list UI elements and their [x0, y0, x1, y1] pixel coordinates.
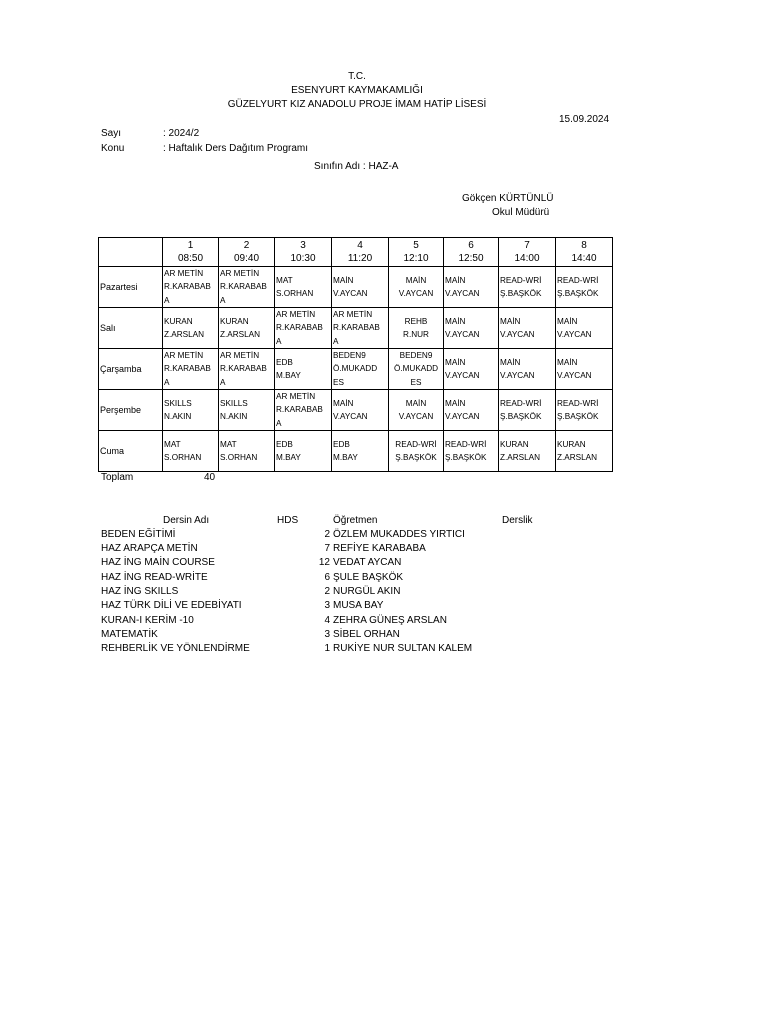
- lesson-teacher: N.AKIN: [220, 412, 248, 421]
- period-header: [499, 238, 556, 267]
- summary-course: BEDEN EĞİTİMİ: [101, 529, 176, 540]
- lesson-name: EDB: [276, 357, 293, 367]
- lesson-cell: [499, 349, 556, 390]
- period-header: [163, 238, 219, 267]
- period-time: 08:50: [177, 253, 204, 264]
- lesson-teacher: V.AYCAN: [445, 330, 480, 339]
- lesson-cell: [163, 431, 219, 472]
- lesson-teacher: V.AYCAN: [445, 289, 480, 298]
- lesson-teacher: V.AYCAN: [557, 330, 592, 339]
- lesson-cell: [219, 349, 275, 390]
- document-date: 15.09.2024: [559, 114, 610, 125]
- period-number: 8: [581, 240, 587, 251]
- period-header-row: [99, 238, 613, 267]
- lesson-teacher: Z.ARSLAN: [500, 453, 541, 462]
- lesson-teacher: Ş.BAŞKÖK: [395, 453, 437, 462]
- lesson-name: READ-WRİ: [500, 275, 542, 285]
- lesson-cell: [332, 349, 389, 390]
- day-row: [99, 267, 613, 308]
- lesson-cell: [275, 267, 332, 308]
- lesson-cell: [556, 431, 613, 472]
- lesson-cell: [163, 349, 219, 390]
- lesson-teacher: V.AYCAN: [398, 289, 434, 298]
- lesson-name: BEDEN9: [399, 351, 433, 361]
- period-header: [556, 238, 613, 267]
- lesson-teacher: A: [333, 336, 339, 346]
- lesson-name: EDB: [333, 439, 350, 449]
- lesson-name: AR METİN: [333, 310, 373, 320]
- lesson-name: MAİN: [445, 357, 466, 367]
- timetable: [98, 237, 613, 472]
- lesson-cell: [444, 431, 499, 472]
- lesson-teacher: A: [220, 377, 226, 387]
- lesson-teacher: N.AKIN: [164, 412, 192, 421]
- lesson-name: MAİN: [500, 357, 521, 367]
- lesson-cell: [163, 267, 219, 308]
- period-header: [219, 238, 275, 267]
- period-number: 2: [243, 240, 250, 251]
- day-name: Perşembe: [99, 390, 163, 431]
- lesson-name: MAİN: [500, 316, 521, 326]
- lesson-teacher: Z.ARSLAN: [557, 453, 598, 462]
- period-time: 11:20: [347, 253, 373, 264]
- lesson-name: READ-WRİ: [557, 275, 599, 285]
- lesson-teacher: A: [164, 377, 170, 387]
- summary-teacher: SİBEL ORHAN: [333, 629, 400, 640]
- lesson-cell: [219, 267, 275, 308]
- summary-course: HAZ ARAPÇA METİN: [101, 543, 198, 554]
- principal-title: Okul Müdürü: [492, 207, 550, 218]
- lesson-teacher: Ş.BAŞKÖK: [557, 412, 599, 421]
- lesson-name: MAİN: [445, 398, 466, 408]
- summary-hds: 6: [324, 572, 330, 583]
- konu-value: : Haftalık Ders Dağıtım Programı: [163, 143, 309, 154]
- header-kaymakamlik: ESENYURT KAYMAKAMLIĞI: [291, 85, 423, 96]
- summary-course: HAZ İNG SKILLS: [101, 586, 179, 597]
- summary-course: MATEMATİK: [101, 629, 158, 640]
- lesson-cell: [163, 390, 219, 431]
- summary-course: HAZ TÜRK DİLİ VE EDEBİYATI: [101, 600, 242, 611]
- lesson-teacher: V.AYCAN: [398, 412, 434, 421]
- summary-hds: 3: [324, 629, 330, 640]
- lesson-cell: [499, 308, 556, 349]
- day-row: [99, 308, 613, 349]
- lesson-cell: [389, 390, 444, 431]
- lesson-teacher: Z.ARSLAN: [220, 330, 261, 339]
- lesson-teacher: V.AYCAN: [445, 412, 480, 421]
- lesson-cell: [275, 308, 332, 349]
- lesson-name: READ-WRİ: [445, 439, 487, 449]
- lesson-cell: [332, 267, 389, 308]
- lesson-teacher: R.KARABAB: [220, 282, 267, 292]
- lesson-teacher: M.BAY: [333, 453, 358, 462]
- class-name: Sınıfın Adı : HAZ-A: [314, 161, 399, 172]
- lesson-name: AR METİN: [164, 269, 204, 279]
- lesson-teacher: V.AYCAN: [500, 371, 535, 380]
- lesson-teacher: V.AYCAN: [557, 371, 592, 380]
- lesson-teacher: R.KARABAB: [276, 405, 323, 415]
- summary-hds: 3: [324, 600, 330, 611]
- lesson-teacher: A: [220, 295, 226, 305]
- day-name: Çarşamba: [99, 349, 163, 390]
- total-value: 40: [204, 472, 216, 483]
- lesson-name: KURAN: [220, 316, 249, 326]
- day-name: Pazartesi: [99, 267, 163, 308]
- period-time: 10:30: [290, 253, 316, 264]
- lesson-teacher: V.AYCAN: [333, 289, 368, 298]
- lesson-cell: [275, 349, 332, 390]
- lesson-teacher: Ö.MUKADD: [393, 364, 439, 374]
- summary-course: REHBERLİK VE YÖNLENDİRME: [101, 643, 250, 654]
- lesson-cell: [163, 308, 219, 349]
- lesson-cell: [556, 349, 613, 390]
- col-header-room: Derslik: [502, 515, 533, 526]
- lesson-name: SKILLS: [164, 398, 192, 408]
- lesson-teacher: A: [164, 295, 170, 305]
- summary-hds: 2: [324, 586, 330, 597]
- lesson-teacher: ES: [410, 377, 422, 387]
- lesson-cell: [444, 349, 499, 390]
- lesson-teacher: Ö.MUKADD: [333, 364, 378, 374]
- lesson-name: AR METİN: [220, 351, 260, 361]
- period-time: 14:40: [571, 253, 597, 264]
- lesson-name: MAİN: [557, 357, 578, 367]
- summary-course: HAZ İNG READ-WRİTE: [101, 572, 208, 583]
- lesson-teacher: Ş.BAŞKÖK: [557, 289, 599, 298]
- lesson-teacher: R.KARABAB: [333, 323, 380, 333]
- lesson-name: READ-WRİ: [395, 439, 437, 449]
- period-header: [389, 238, 444, 267]
- lesson-teacher: V.AYCAN: [333, 412, 368, 421]
- lesson-cell: [444, 308, 499, 349]
- col-header-course: Dersin Adı: [163, 515, 210, 526]
- lesson-teacher: R.KARABAB: [164, 364, 211, 374]
- lesson-teacher: A: [276, 418, 282, 428]
- summary-hds: 2: [324, 529, 330, 540]
- summary-teacher: NURGÜL AKIN: [333, 586, 401, 597]
- lesson-name: READ-WRİ: [500, 398, 542, 408]
- summary-hds: 4: [324, 615, 330, 626]
- period-number: 4: [357, 240, 363, 251]
- summary-teacher: VEDAT AYCAN: [333, 557, 402, 568]
- col-header-teacher: Öğretmen: [333, 515, 378, 526]
- period-number: 7: [524, 240, 530, 251]
- summary-course: HAZ İNG MAİN COURSE: [101, 557, 215, 568]
- lesson-cell: [332, 308, 389, 349]
- lesson-name: AR METİN: [276, 310, 316, 320]
- header-tc: T.C.: [348, 71, 366, 82]
- period-number: 3: [300, 240, 306, 251]
- lesson-name: READ-WRİ: [557, 398, 599, 408]
- lesson-teacher: Z.ARSLAN: [164, 330, 205, 339]
- lesson-name: MAT: [220, 439, 237, 449]
- period-header: [444, 238, 499, 267]
- col-header-hds: HDS: [277, 515, 299, 526]
- summary-teacher: ZEHRA GÜNEŞ ARSLAN: [333, 615, 447, 626]
- day-name: Salı: [99, 308, 163, 349]
- lesson-name: MAİN: [445, 316, 466, 326]
- lesson-teacher: Ş.BAŞKÖK: [500, 289, 542, 298]
- lesson-cell: [219, 308, 275, 349]
- lesson-teacher: ES: [333, 377, 344, 387]
- lesson-cell: [556, 390, 613, 431]
- lesson-teacher: S.ORHAN: [164, 453, 202, 462]
- period-time: 14:00: [514, 253, 540, 264]
- lesson-name: MAT: [164, 439, 181, 449]
- lesson-name: MAİN: [333, 275, 354, 285]
- lesson-name: MAİN: [445, 275, 466, 285]
- total-label: Toplam: [101, 472, 134, 483]
- lesson-cell: [219, 431, 275, 472]
- lesson-name: MAİN: [557, 316, 578, 326]
- period-header: [332, 238, 389, 267]
- lesson-name: SKILLS: [220, 398, 248, 408]
- lesson-cell: [389, 267, 444, 308]
- lesson-name: EDB: [276, 439, 293, 449]
- lesson-cell: [444, 267, 499, 308]
- lesson-cell: [275, 390, 332, 431]
- lesson-cell: [499, 431, 556, 472]
- lesson-cell: [332, 431, 389, 472]
- summary-hds: 1: [324, 643, 330, 654]
- period-time: 12:10: [403, 253, 429, 264]
- lesson-teacher: V.AYCAN: [500, 330, 535, 339]
- lesson-teacher: M.BAY: [276, 371, 301, 380]
- summary-teacher: ÖZLEM MUKADDES YIRTICI: [333, 529, 465, 540]
- lesson-teacher: Ş.BAŞKÖK: [500, 412, 542, 421]
- lesson-teacher: A: [276, 336, 282, 346]
- lesson-name: BEDEN9: [333, 351, 366, 361]
- summary-teacher: ŞULE BAŞKÖK: [333, 572, 404, 583]
- lesson-teacher: R.KARABAB: [276, 323, 323, 333]
- lesson-cell: [556, 267, 613, 308]
- period-header: [275, 238, 332, 267]
- lesson-cell: [389, 431, 444, 472]
- day-row: [99, 349, 613, 390]
- lesson-teacher: Ş.BAŞKÖK: [445, 453, 487, 462]
- lesson-cell: [389, 349, 444, 390]
- lesson-cell: [499, 267, 556, 308]
- corner-cell: [99, 238, 163, 267]
- summary-hds: 7: [324, 543, 330, 554]
- period-number: 1: [187, 240, 194, 251]
- lesson-name: KURAN: [164, 316, 193, 326]
- lesson-name: AR METİN: [276, 392, 316, 402]
- lesson-name: KURAN: [557, 439, 586, 449]
- sayi-label: Sayı: [101, 128, 122, 139]
- lesson-name: KURAN: [500, 439, 529, 449]
- day-row: [99, 431, 613, 472]
- summary-teacher: MUSA BAY: [333, 600, 384, 611]
- day-name: Cuma: [99, 431, 163, 472]
- lesson-cell: [444, 390, 499, 431]
- period-time: 12:50: [458, 253, 484, 264]
- lesson-teacher: R.KARABAB: [164, 282, 211, 292]
- lesson-name: REHB: [404, 316, 428, 326]
- principal-name: Gökçen KÜRTÜNLÜ: [462, 193, 554, 204]
- lesson-teacher: S.ORHAN: [220, 453, 258, 462]
- sayi-value: : 2024/2: [163, 128, 200, 139]
- summary-course: KURAN-I KERİM -10: [101, 615, 194, 626]
- lesson-name: MAT: [276, 275, 293, 285]
- lesson-cell: [499, 390, 556, 431]
- header-school-name: GÜZELYURT KIZ ANADOLU PROJE İMAM HATİP LİSESİ: [227, 99, 487, 110]
- lesson-teacher: R.KARABAB: [220, 364, 267, 374]
- summary-teacher: RUKİYE NUR SULTAN KALEM: [333, 643, 473, 654]
- day-row: [99, 390, 613, 431]
- period-time: 09:40: [233, 253, 260, 264]
- period-number: 5: [413, 240, 419, 251]
- lesson-teacher: V.AYCAN: [445, 371, 480, 380]
- lesson-name: MAİN: [405, 275, 427, 285]
- lesson-teacher: S.ORHAN: [276, 289, 314, 298]
- lesson-cell: [219, 390, 275, 431]
- lesson-name: MAİN: [333, 398, 354, 408]
- lesson-name: AR METİN: [164, 351, 204, 361]
- konu-label: Konu: [101, 143, 125, 154]
- lesson-cell: [275, 431, 332, 472]
- lesson-teacher: R.NUR: [403, 330, 429, 339]
- period-number: 6: [468, 240, 474, 251]
- summary-teacher: REFİYE KARABABA: [333, 543, 426, 554]
- summary-hds: 12: [318, 557, 330, 568]
- lesson-name: AR METİN: [220, 269, 260, 279]
- lesson-cell: [389, 308, 444, 349]
- lesson-teacher: M.BAY: [276, 453, 301, 462]
- lesson-cell: [556, 308, 613, 349]
- lesson-cell: [332, 390, 389, 431]
- lesson-name: MAİN: [405, 398, 427, 408]
